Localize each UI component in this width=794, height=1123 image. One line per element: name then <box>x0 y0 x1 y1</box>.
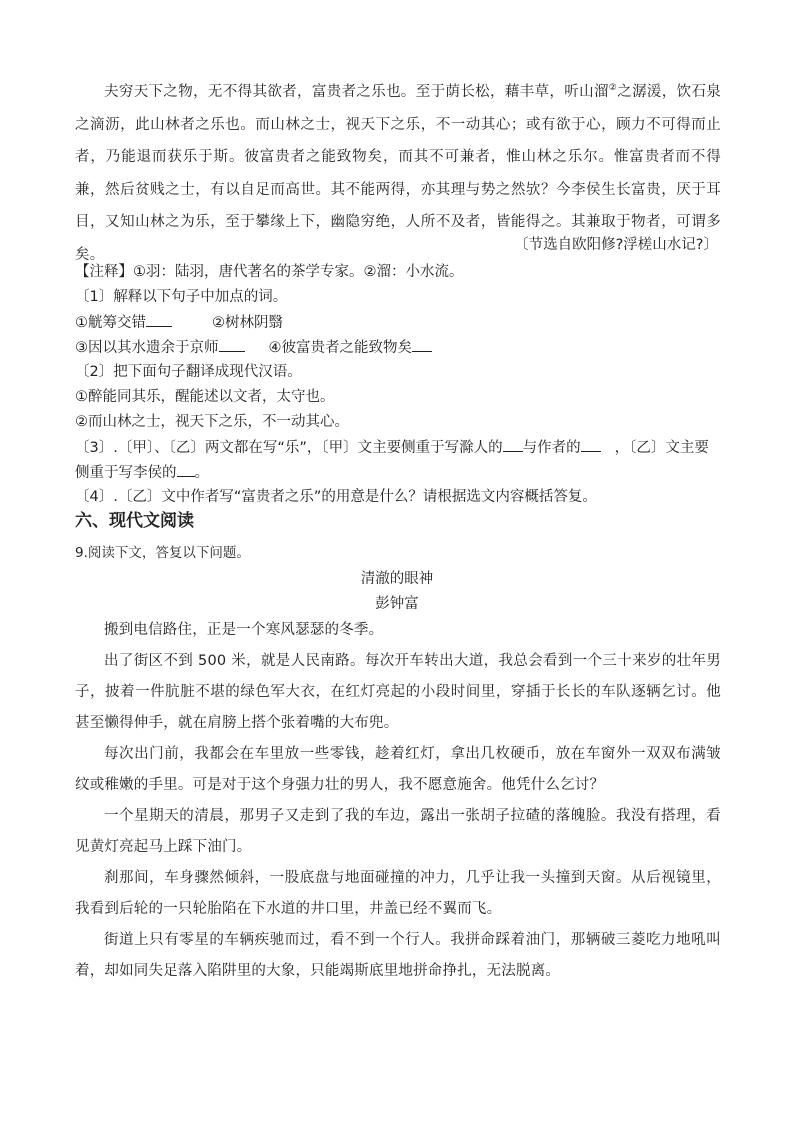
answer-blank[interactable] <box>581 437 601 452</box>
story-title: 清澈的眼神 <box>360 571 434 587</box>
passage-yi-paragraph: 夫穷天下之物，无不得其欲者，富贵者之乐也。至于荫长松，藉丰草，听山溜②之潺湲，饮石泉之滴沥，此山林者之乐也。而山林之士，视天下之乐，不一动其心；或有欲于心，顾力不可得而止者，乃能退而获乐于斯。彼富贵者之能致物矣，而其不可兼者，惟山林之乐尔。惟富贵者而不得兼，然后贫贱之士，有以自足而高世。其不能两得，亦其理与势之然欤？今李侯生长富贵，厌于耳目，又知山林之为乐，至于攀缘上下，幽隐穷绝，人所不及者，皆能得之。其兼取于物者，可谓多矣。 <box>75 83 721 263</box>
question-3-line-2: 侧重于写李侯的 。 <box>75 462 725 483</box>
question-2-item-2: ②而山林之士，视天下之乐，不一动其心。 <box>75 414 349 430</box>
story-paragraph: 搬到电信路住，正是一个寒风瑟瑟的冬季。 <box>104 622 384 638</box>
story-paragraph: 每次出门前，我都会在车里放一些零钱，趁着红灯，拿出几枚硬币，放在车窗外一双双布满皱纹或稚嫩的手里。可是对于这个身强力壮的男人，我不愿意施舍。他凭什么乞讨？ <box>75 746 721 793</box>
question-1-row-a: ①觥筹交错 ②树林阴翳 <box>75 312 725 333</box>
story-paragraph: 刹那间，车身骤然倾斜，一股底盘与地面碰撞的冲力，几乎让我一头撞到天窗。从后视镜里，我看到后轮的一只轮胎陷在下水道的井口里，井盖已经不翼而飞。 <box>75 870 721 917</box>
section-heading: 六、现代文阅读 <box>75 511 194 531</box>
answer-blank[interactable] <box>146 312 172 327</box>
passage-source: 〔节选自欧阳修?浮槎山水记?〕 <box>514 237 718 253</box>
answer-blank[interactable] <box>219 337 245 352</box>
question-3-line-1: 〔3〕.〔甲〕、〔乙〕两文都在写“乐”，〔甲〕文主要侧重于写滁人的 与作者的 ，〔乙〕文主要 <box>75 437 725 458</box>
story-body <box>75 615 721 987</box>
answer-blank[interactable] <box>177 462 195 477</box>
story-paragraph: 出了街区不到 500 米，就是人民南路。每次开车转出大道，我总会看到一个三十来岁的壮年男子，披着一件肮脏不堪的绿色军大衣，在红灯亮起的小段时间里，穿插于长长的车队逐辆乞讨。他甚至懒得伸手，就在肩膀上搭个张着嘴的大布兜。 <box>75 653 721 731</box>
story-paragraph: 街道上只有零星的车辆疾驰而过，看不到一个行人。我拼命踩着油门，那辆破三菱吃力地吼叫着，却如同失足落入陷阱里的大象，只能竭斯底里地拼命挣扎，无法脱离。 <box>75 932 721 979</box>
question-9-prompt: 9.阅读下文，答复以下问题。 <box>75 545 250 561</box>
annotation: 【注释】①羽：陆羽，唐代著名的茶学专家。②溜：小水流。 <box>75 264 464 280</box>
answer-blank[interactable] <box>412 337 432 352</box>
question-1-prompt: 〔1〕解释以下句子中加点的词。 <box>75 289 288 305</box>
story-paragraph: 一个星期天的清晨，那男子又走到了我的车边，露出一张胡子拉碴的落魄脸。我没有搭理，看见黄灯亮起马上踩下油门。 <box>75 808 721 855</box>
question-1-row-b: ③因以其水遗余于京师 ④彼富贵者之能致物矣 <box>75 337 725 358</box>
answer-blank[interactable] <box>503 437 523 452</box>
question-2-prompt: 〔2〕把下面句子翻译成现代汉语。 <box>75 364 302 380</box>
note-mark: ② <box>608 83 618 94</box>
story-author: 彭钟富 <box>375 596 419 612</box>
question-2-item-1: ①醉能同其乐，醒能述以文者，太守也。 <box>75 389 335 405</box>
question-4: 〔4〕.〔乙〕文中作者写“富贵者之乐”的用意是什么？请根据选文内容概括答复。 <box>75 489 597 505</box>
